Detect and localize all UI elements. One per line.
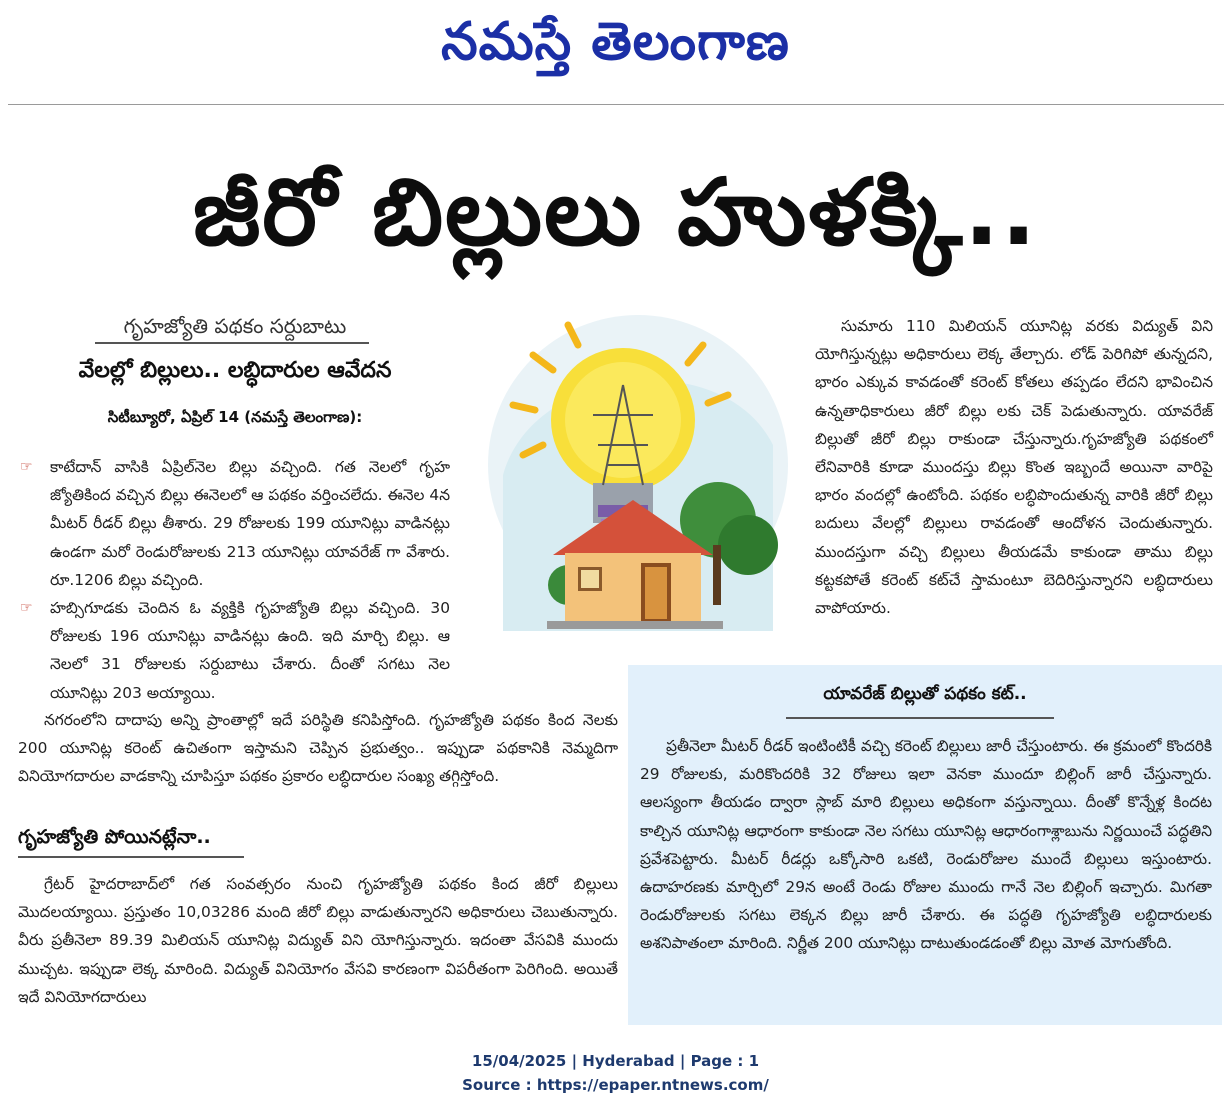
subhead-underline [18, 856, 244, 858]
newspaper-masthead: నమస్తే తెలంగాణ [441, 11, 790, 72]
body-paragraph: నగరంలోని దాదాపు అన్ని ప్రాంతాల్లో ఇదే పరిస్థితి కనిపిస్తోంది. గృహజ్యోతి పథకం కింద నెలకు 200 యూనిట్ల కరెంట్ ఉచితంగా ఇస్తామని చెప్పిన ప్రభుత్వం.. ఇప్పుడా పథకానికి నెమ్మదిగా వినియోగదారుల వాడకాన్ని చూపిస్తూ పథకం ప్రకారం లబ్ధిదారుల సంఖ్య తగ్గిస్తోంది. [18, 711, 618, 786]
dateline: సిటీబ్యూరో, ఏప్రిల్ 14 (నమస్తే తెలంగాణ): [107, 408, 363, 426]
kicker: గృహజ్యోతి పథకం సర్దుబాటు [123, 314, 347, 338]
article-headline: జీరో బిల్లులు హుళక్కి.. [192, 159, 1039, 266]
masthead-divider [8, 104, 1224, 105]
left-column-upper [18, 453, 450, 707]
bullet-text: హబ్సిగూడకు చెందిన ఓ వ్యక్తికి గృహజ్యోతి బిల్లు వచ్చింది. 30 రోజులకు 196 యూనిట్లు వాడినట్లు ఉంది. ఇది మార్చి బిల్లు. ఆ నెలలో 31 రోజులకు సర్దుబాటు చేశారు. దీంతో సగటు నెల యూనిట్లు 203 అయ్యాయి. [50, 599, 450, 702]
footer-date-page: 15/04/2025 | Hyderabad | Page : 1 [471, 1052, 760, 1070]
section-subhead: గృహజ్యోతి పోయినట్లేనా.. [18, 826, 211, 848]
deck: వేలల్లో బిల్లులు.. లబ్ధిదారుల ఆవేదన [78, 358, 392, 383]
bullet-item [18, 453, 450, 594]
footer-source: Source : https://epaper.ntnews.com/ [462, 1076, 769, 1094]
body-paragraph: గ్రేటర్ హైదరాబాద్‌లో గత సంవత్సరం నుంచి గృహజ్యోతి పథకం కింద జీరో బిల్లులు మొదలయ్యాయి. ప్రస్తుతం 10,03286 మంది జీరో బిల్లు వాడుతున్నారని అధికారులు చెబుతున్నారు. వీరు ప్రతీనెలా 89.39 మిలియన్ యూనిట్ల విద్యుత్ విని యోగిస్తున్నారు. ఇదంతా వేసవికి ముందు ముచ్చట. ఇప్పుడా లెక్క మారింది. విద్యుత్ వినియోగం వేసవి కారణంగా విపరీతంగా పెరిగింది. అయితే ఇదే వినియోగదారులు [18, 875, 618, 1006]
bullet-text: కాటేదాన్ వాసికి ఏప్రిల్‌నెల బిల్లు వచ్చింది. గత నెలలో గృహ జ్యోతికింద వచ్చిన బిల్లు ఈనెలలో ఆ పథకం వర్తించలేదు. ఈనెల 4న మీటర్ రీడర్ బిల్లు తీశారు. 29 రోజులకు 199 యూనిట్లు వాడినట్లు ఉండగా మరో రెండురోజులకు 213 యూనిట్లు యావరేజ్ గా వేశారు. రూ.1206 బిల్లు వచ్చింది. [50, 458, 450, 589]
pointing-hand-icon: ☞ [20, 459, 33, 475]
right-column-paragraph: సుమారు 110 మిలియన్ యూనిట్ల వరకు విద్యుత్ విని యోగిస్తున్నట్లు అధికారులు లెక్క తేల్చారు. లోడ్ పెరిగిపో తున్నదని, భారం ఎక్కువ కావడంతో కరెంట్ కోతలు తప్పడం లేదని భావించిన ఉన్నతాధికారులు జీరో బిల్లు లకు చెక్ పెడుతున్నారు. యావరేజ్ బిల్లుతో జీరో బిల్లు రాకుండా చేస్తున్నారు.గృహజ్యోతి పథకంలో లేనివారికి కూడా ముందస్తు బిల్లు కొంత ఇబ్బందే అయినా వారిపై భారం వందల్లో ఉంటోంది. పథకం లబ్ధిపొందుతున్న వారికి జీరో బిల్లు బదులు వేలల్లో బిల్లులు రావడంతో ఆందోళన చెందుతున్నారు. ముందస్తుగా వచ్చి బిల్లులు తీయడమే కాకుండా తాము బిల్లు కట్టకపోతే కరెంట్ కట్‌చే స్తామంటూ బెదిరిస్తున్నారని లబ్ధిదారులు వాపోయారు. [815, 317, 1213, 618]
box-title: యావరేజ్ బిల్లుతో పథకం కట్.. [823, 684, 1027, 704]
kicker-underline [95, 342, 369, 344]
electricity-illustration [473, 305, 797, 631]
bullet-item [18, 594, 450, 707]
box-paragraph: ప్రతీనెలా మీటర్ రీడర్ ఇంటింటికీ వచ్చి కరెంట్ బిల్లులు జారీ చేస్తుంటారు. ఈ క్రమంలో కొందరికి 29 రోజులకు, మరికొందరికి 32 రోజులు ఇలా వెనకా ముందూ బిల్లింగ్ జారీ చేస్తున్నారు. ఆలస్యంగా తీయడం ద్వారా స్లాబ్ మారి బిల్లులు అధికంగా వస్తున్నాయి. దీంతో కొన్నేళ్ల కిందట కాల్చిన యూనిట్ల ఆధారంగా కాకుండా నెల సగటు యూనిట్ల ఆధారంగాశ్లాబును నిర్ణయించే పద్ధతిని ప్రవేశపెట్టారు. మీటర్ రీడర్లు ఒక్కోసారి ఒకటి, రెండురోజుల ముందే బిల్లులు ఇస్తుంటారు. ఉదాహరణకు మార్చిలో 29న అంటే రెండు రోజుల ముందు గానే నెల బిల్లింగ్ ఇచ్చారు. మిగతా రెండురోజులకు సగటు లెక్కన బిల్లు జారీ చేశారు. ఈ పద్ధతి గృహజ్యోతి లబ్ధిదారులకు అశనిపాతంలా మారింది. నిర్ణీత 200 యూనిట్లు దాటుతుండడంతో బిల్లు మోత మోగుతోంది. [640, 737, 1212, 953]
box-title-underline [786, 717, 1054, 719]
pointing-hand-icon: ☞ [20, 600, 33, 617]
